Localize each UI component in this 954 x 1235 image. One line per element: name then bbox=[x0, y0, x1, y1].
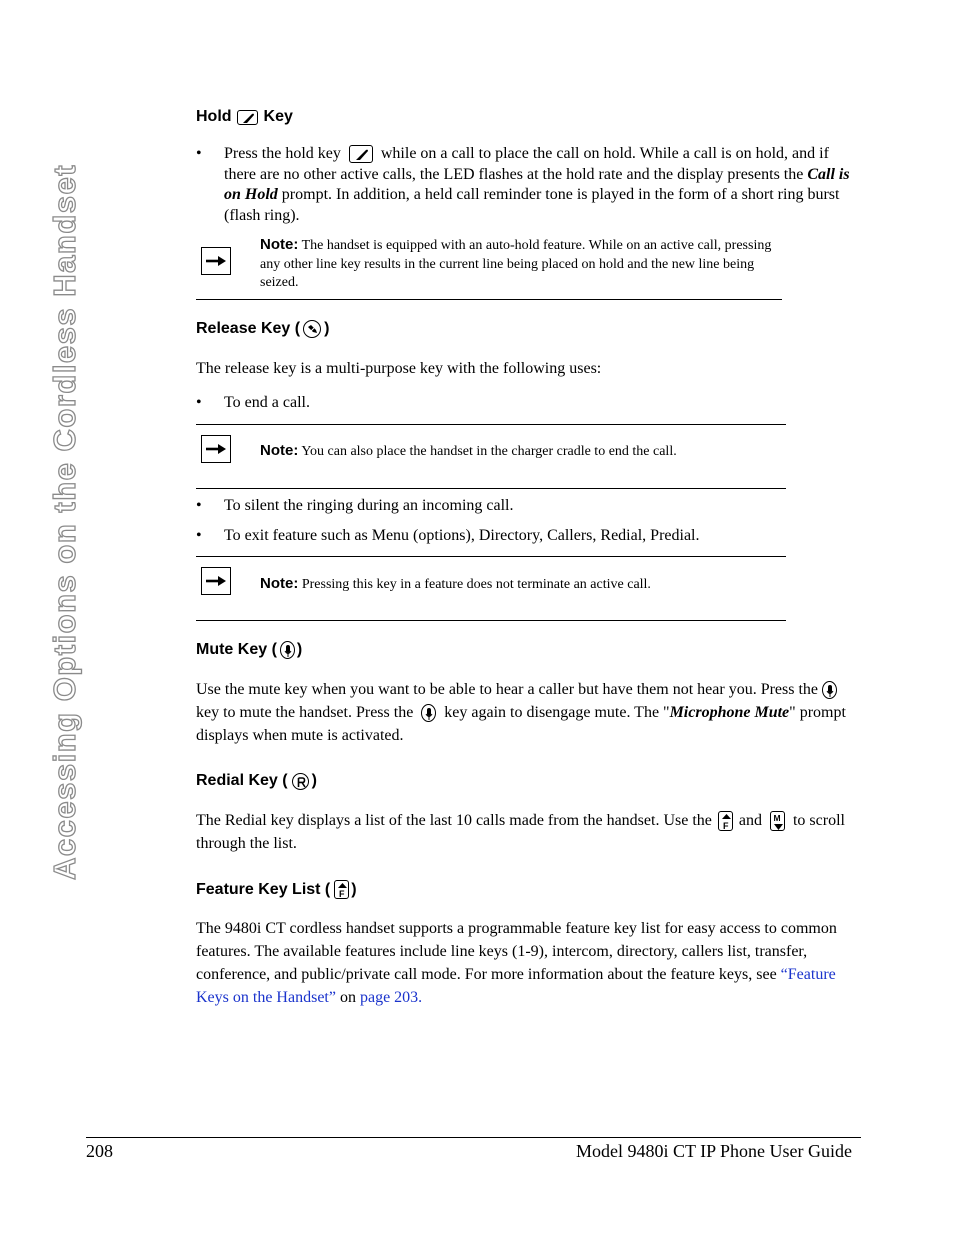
feature-keys-link[interactable]: “Feature Keys on the Handset” bbox=[196, 966, 836, 1006]
handset-key-icon bbox=[349, 145, 373, 163]
release-intro: The release key is a multi-purpose key with the following uses: bbox=[196, 360, 602, 377]
note-divider bbox=[196, 620, 786, 621]
release-bullet-end-call: • To end a call. bbox=[196, 394, 310, 411]
release-key-heading bbox=[196, 320, 329, 338]
release-heading-close: ) bbox=[324, 320, 330, 337]
mute-paragraph: Use the mute key when you want to be able to hear a caller but have them not hear you. Press the key to mute the handset. Press the key again to disengage mute. The "Microphone Mute" prompt displays when mute is activated. bbox=[196, 681, 846, 744]
svg-text:M: M bbox=[773, 813, 781, 824]
handset-key-icon bbox=[237, 110, 258, 125]
right-arrow-icon bbox=[201, 247, 231, 275]
mute-prompt-name: Microphone Mute bbox=[669, 704, 790, 721]
note-divider bbox=[196, 556, 786, 557]
note-divider bbox=[196, 424, 786, 425]
right-arrow-icon bbox=[201, 435, 231, 463]
mute-heading-text: Mute Key ( bbox=[196, 641, 277, 658]
hold-heading-text: Hold bbox=[196, 108, 232, 125]
hold-note-text: The handset is equipped with an auto-hold feature. While on an active call, pressing any other line key results in the current line being placed on hold and the new line being seized. bbox=[260, 238, 772, 290]
hold-bullet-text-a: Press the hold key bbox=[224, 145, 341, 162]
release-note-1 bbox=[260, 442, 780, 462]
hold-prompt-name: Call is on Hold bbox=[224, 165, 850, 203]
redial-heading-text: Redial Key ( bbox=[196, 772, 288, 789]
microphone-key-icon bbox=[280, 641, 295, 659]
note-label: Note: bbox=[260, 236, 299, 253]
release-note-1-text: You can also place the handset in the charger cradle to end the call. bbox=[301, 444, 677, 459]
release-key-icon bbox=[303, 320, 321, 338]
right-arrow-icon bbox=[201, 567, 231, 595]
page-number: 208 bbox=[86, 1141, 113, 1161]
note-label: Note: bbox=[260, 575, 299, 592]
redial-paragraph: The Redial key displays a list of the last 10 calls made from the handset. Use the F and M to scroll through the list. bbox=[196, 812, 845, 852]
microphone-key-icon bbox=[421, 704, 436, 722]
footer-divider bbox=[86, 1137, 861, 1138]
note-label: Note: bbox=[260, 442, 299, 459]
mute-heading-close: ) bbox=[296, 641, 303, 658]
page-203-link[interactable]: page 203. bbox=[359, 989, 423, 1006]
guide-title: Model 9480i CT IP Phone User Guide bbox=[576, 1141, 852, 1161]
feature-up-arrow-key-icon bbox=[334, 880, 349, 899]
chapter-side-title: Accessing Options on the Cordless Handset bbox=[47, 163, 82, 880]
svg-text:F: F bbox=[339, 889, 345, 899]
svg-text:F: F bbox=[722, 821, 729, 832]
menu-down-arrow-key-icon bbox=[770, 811, 785, 831]
microphone-key-icon bbox=[822, 681, 837, 699]
note-divider bbox=[196, 299, 782, 300]
redial-r-key-icon bbox=[292, 773, 309, 790]
release-note-2 bbox=[260, 575, 780, 595]
hold-note bbox=[260, 236, 780, 293]
note-divider bbox=[196, 488, 786, 489]
hold-key-heading bbox=[196, 108, 293, 126]
feature-heading-text: Feature Key List ( bbox=[196, 880, 331, 898]
feature-up-arrow-key-icon bbox=[718, 811, 733, 831]
feature-heading-close: ) bbox=[351, 880, 357, 898]
release-heading-text: Release Key ( bbox=[196, 320, 301, 337]
redial-key-heading bbox=[196, 772, 317, 790]
release-note-2-text: Pressing this key in a feature does not terminate an active call. bbox=[301, 577, 651, 592]
feature-key-list-heading bbox=[196, 880, 357, 899]
release-bullet-exit-feature: • To exit feature such as Menu (options), Directory, Callers, Redial, Predial. bbox=[196, 527, 700, 544]
feature-paragraph: The 9480i CT cordless handset supports a programmable feature key list for easy access to common features. The available features include line keys (1-9), intercom, directory, callers list, transfer, conference, and public/private call mode. For more information about the feature keys, see “Feature Keys on the Handset” on page 203. bbox=[196, 920, 837, 1006]
redial-heading-close: ) bbox=[311, 772, 317, 789]
hold-bullet-text-b: while on a call to place the call on hold. While a call is on hold, and if there are no other active calls, the LED flashes at the hold rate and the display presents the bbox=[224, 145, 829, 183]
hold-heading-key: Key bbox=[263, 108, 293, 125]
hold-bullet: • Press the hold key while on a call to place the call on hold. While a call is on hold, and if there are no other active calls, the LED flashes at the hold rate and the display presents the Call is on Hold prompt. In addition, a held call reminder tone is played in the form of a short ring burst (flash ring). bbox=[196, 145, 850, 224]
release-bullet-silent-ringing: • To silent the ringing during an incoming call. bbox=[196, 497, 514, 514]
hold-bullet-text-c: prompt. In addition, a held call reminder tone is played in the form of a short ring burst (flash ring). bbox=[224, 186, 840, 224]
mute-key-heading bbox=[196, 641, 302, 659]
